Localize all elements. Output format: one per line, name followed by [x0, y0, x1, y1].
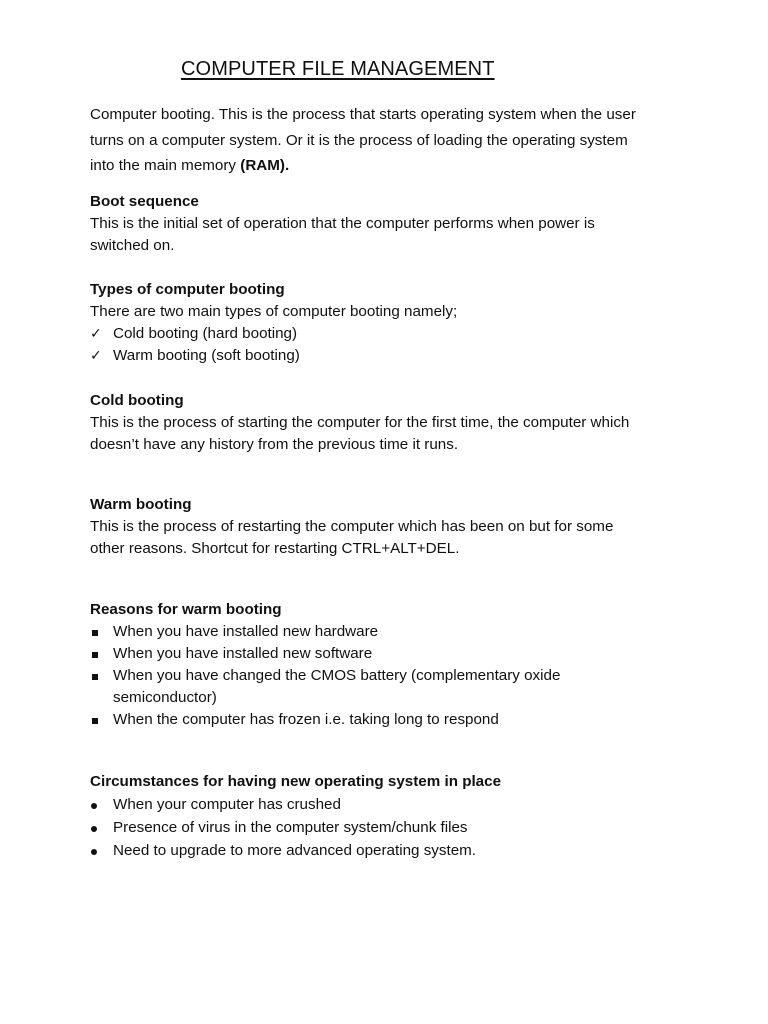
- circumstances-heading: Circumstances for having new operating system in place: [90, 773, 502, 790]
- list-item-text: Presence of virus in the computer system/chunk files: [113, 819, 468, 836]
- list-item: [90, 323, 690, 345]
- types-heading: Types of computer booting: [90, 281, 285, 298]
- intro-line-text: into the main memory: [90, 157, 237, 174]
- cold-booting-section: [90, 390, 690, 456]
- list-item-text: When you have installed new software: [113, 645, 373, 662]
- ram-bold-text: (RAM).: [240, 157, 290, 174]
- square-bullet-icon: [92, 718, 98, 724]
- cold-booting-line: doesn’t have any history from the previous time it runs.: [90, 436, 459, 453]
- types-section: [90, 279, 690, 367]
- list-item: [90, 709, 690, 731]
- check-mark-icon: ✓: [90, 348, 102, 364]
- boot-sequence-heading: Boot sequence: [90, 193, 199, 210]
- list-item: [90, 643, 690, 665]
- boot-sequence-line: This is the initial set of operation that the computer performs when power is: [90, 215, 595, 232]
- reasons-section: [90, 599, 690, 731]
- list-item: [90, 665, 690, 687]
- reasons-list: [90, 621, 690, 731]
- boot-sequence-section: [90, 191, 690, 257]
- circumstances-list: [90, 793, 690, 862]
- list-item: [90, 621, 690, 643]
- list-item-text: Warm booting (soft booting): [113, 347, 300, 364]
- page-title: COMPUTER FILE MANAGEMENT: [181, 58, 495, 80]
- warm-booting-line: This is the process of restarting the computer which has been on but for some: [90, 518, 614, 535]
- intro-paragraph: [90, 102, 690, 179]
- reasons-heading: Reasons for warm booting: [90, 601, 282, 618]
- square-bullet-icon: [92, 652, 98, 658]
- list-item-text: semiconductor): [113, 689, 217, 706]
- cold-booting-heading: Cold booting: [90, 392, 184, 409]
- list-item-text: Cold booting (hard booting): [113, 325, 298, 342]
- warm-booting-heading: Warm booting: [90, 496, 192, 513]
- warm-booting-section: [90, 494, 690, 560]
- list-item-text: When you have changed the CMOS battery (complementary oxide: [113, 667, 561, 684]
- circumstances-section: [90, 770, 690, 862]
- round-bullet-icon: [91, 803, 97, 809]
- types-lead: There are two main types of computer booting namely;: [90, 303, 458, 320]
- intro-line: [90, 153, 690, 179]
- list-item: [90, 345, 690, 367]
- types-list: [90, 323, 690, 367]
- list-item: [90, 793, 690, 816]
- check-mark-icon: ✓: [90, 326, 102, 342]
- cold-booting-line: This is the process of starting the computer for the first time, the computer which: [90, 414, 630, 431]
- list-item-text: When your computer has crushed: [113, 796, 341, 813]
- list-item-continuation: [90, 687, 690, 709]
- list-item-text: When the computer has frozen i.e. taking long to respond: [113, 711, 499, 728]
- list-item: [90, 839, 690, 862]
- warm-booting-line: other reasons. Shortcut for restarting CTRL+ALT+DEL.: [90, 540, 460, 557]
- intro-line: turns on a computer system. Or it is the process of loading the operating system: [90, 131, 628, 149]
- list-item-text: When you have installed new hardware: [113, 623, 379, 640]
- list-item: [90, 816, 690, 839]
- round-bullet-icon: [91, 826, 97, 832]
- intro-line: Computer booting. This is the process that starts operating system when the user: [90, 106, 636, 123]
- boot-sequence-line: switched on.: [90, 237, 175, 254]
- round-bullet-icon: [91, 849, 97, 855]
- square-bullet-icon: [92, 674, 98, 680]
- square-bullet-icon: [92, 630, 98, 636]
- list-item-text: Need to upgrade to more advanced operating system.: [113, 842, 477, 859]
